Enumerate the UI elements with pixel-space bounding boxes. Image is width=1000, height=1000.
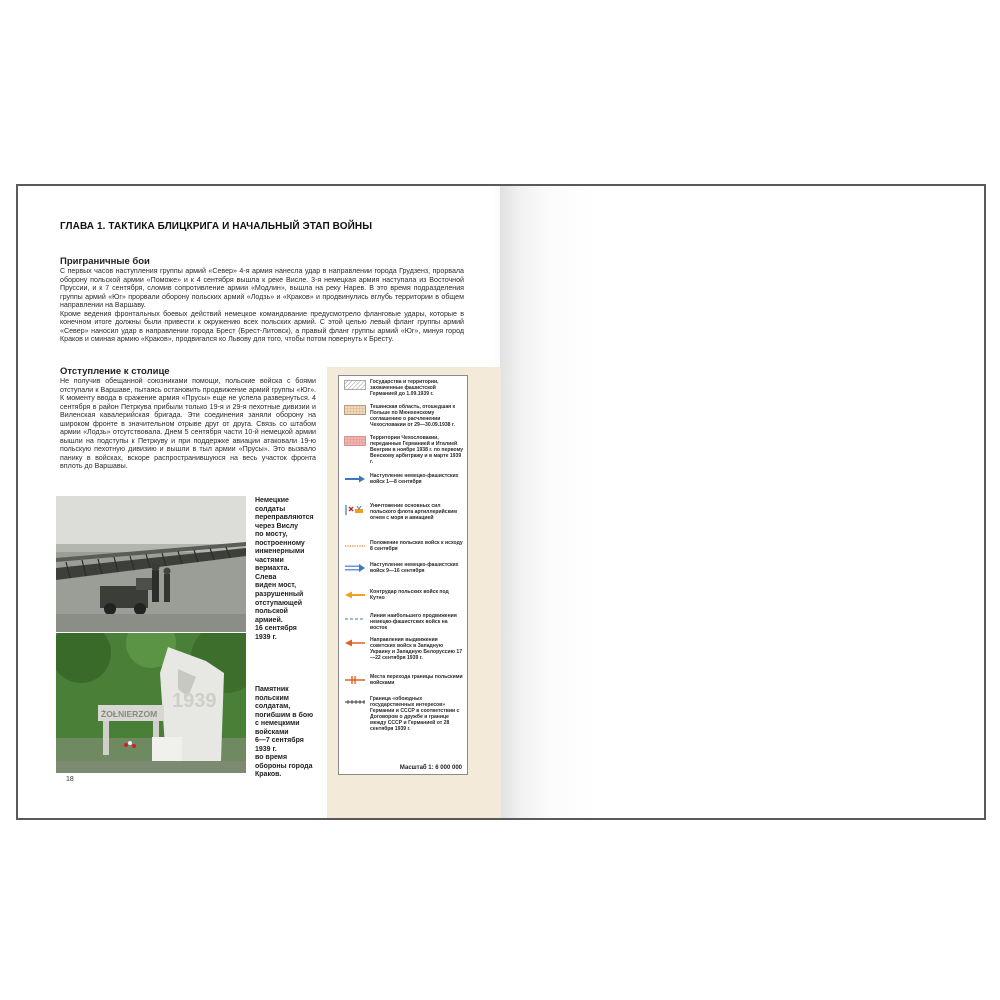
- legend-item-label: Граница «обоюдных государственных интересов» Германии и СССР в соответствии с Договором о дружбе и границе между СССР и Германией от 28 сентября 1939 г.: [370, 696, 460, 733]
- legend-item-label: Наступление немецко-фашистских войск 9—16 сентября: [370, 562, 459, 575]
- legend-item-label: Направления выдвижения советских войск в Западную Украину и Западную Белоруссию 17—22 сентября 1939 г.: [370, 637, 463, 662]
- legend-item-label: Линия наибольшего продвижения немецко-фашистских войск на восток: [370, 613, 457, 632]
- legend-item-label: Государства и территории, захваченные фашистской Германией до 1.09.1939 г.: [370, 379, 439, 398]
- map-legend: [338, 375, 468, 775]
- bridge-photo-illustration: [56, 496, 246, 632]
- grid-territory-icon: [344, 405, 366, 415]
- monument-photo: [56, 633, 246, 773]
- monument-year-text: 1939: [172, 690, 217, 712]
- destruction-icon: [344, 504, 366, 516]
- boundary-line-icon: [344, 697, 366, 707]
- legend-item-label: Контрудар польских войск под Кутно: [370, 589, 449, 602]
- monument-photo-illustration: [56, 633, 246, 773]
- legend-item-label: Территории Чехословакии, переданные Германией и Италией Венгрии в ноябре 1938 г. по первому Венскому арбитражу и в марте 1939 г.: [370, 435, 464, 466]
- section-body-retreat: [60, 377, 316, 471]
- legend-item-label: Уничтожение основных сил польского флота артиллерийским огнем с моря и авиацией: [370, 503, 458, 522]
- border-crossing-icon: [344, 675, 366, 685]
- red-arrow-icon: [344, 638, 366, 648]
- monument-sign-text: ŻOŁNIERZOM: [101, 709, 158, 719]
- legend-item-label: Наступление немецко-фашистских войск 1—8 сентября: [370, 473, 459, 486]
- legend-item-label: Тешинская область, отошедшая к Польше по Мюнхенскому соглашению о расчленении Чехословакии от 29—30.09.1938 г.: [370, 404, 456, 429]
- chapter-title: ГЛАВА 1. ТАКТИКА БЛИЦКРИГА И НАЧАЛЬНЫЙ ЭТАП ВОЙНЫ: [60, 221, 373, 232]
- pink-territory-icon: [344, 436, 366, 446]
- paragraph: С первых часов наступления группы армий «Север» 4-я армия нанесла удар в направлении города Грудзенз, прорвала оборону польской армии «Поможе» и к 4 сентября вышла к реке Висле. 3-я немецкая армия наступала из Восточной Пруссии, и к 7 сентября, сломив сопротивление армии «Модлин», вышла на реку Нарев. В это время подразделения группы армий «Юг» прорвали оборону польских армий «Лодзь» и «Краков» и продвинулись вглубь территории в общем направлении на Варшаву.: [60, 267, 464, 310]
- yellow-arrow-icon: [344, 590, 366, 600]
- paragraph: Кроме ведения фронтальных боевых действий немецкое командование предусмотрело фланговые удары, которые в конечном итоге должны были привести к окружению всех польских армий. С этой целью левый фланг группы армий «Север» наносил удар в направлении города Брест (Брест-Литовск), а правый фланг группы армий «Юг», минуя город Краков и сминая армию «Краков», продвигался ко Львову для того, чтобы потом повернуть к Бресту.: [60, 309, 464, 344]
- section-title-border-battles: Приграничные бои: [60, 256, 150, 267]
- legend-item-label: Положение польских войск к исходу 8 сентября: [370, 540, 463, 553]
- blue-double-arrow-icon: [344, 563, 366, 573]
- bridge-photo-caption: Немецкие солдаты переправляются через Вислу по мосту, построенному инженерными частями вермахта. Слева виден мост, разрушенный отступающей польской армией. 16 сентября 1939 г.: [255, 497, 314, 641]
- blue-arrow-icon: [344, 474, 366, 484]
- right-page-blank: [500, 186, 984, 818]
- section-body-border-battles: [60, 267, 464, 344]
- legend-item-label: Места перехода границы польскими войсками: [370, 674, 463, 687]
- orange-dotted-line-icon: [344, 541, 366, 551]
- book-spread: [16, 184, 986, 820]
- blue-dashed-line-icon: [344, 614, 366, 624]
- section-title-retreat: Отступление к столице: [60, 366, 170, 377]
- page-number: 18: [66, 776, 74, 783]
- paragraph: Не получив обещанной союзниками помощи, польские войска с боями отступали к Варшаве, пытаясь остановить продвижение армий группы «Юг». К моменту ввода в сражение армия «Прусы» еще не успела развернуться. 4 сентября в район Петркува прибыли только 19-я и 29-я пехотные дивизии и Виленская кавалерийская бригада. Эти соединения заняли оборону на широком фронте в значительном отрыве друг от друга. Связь со штабом армии «Лодзь» отсутствовала. Днем 5 сентября части 10-й немецкой армии вышли на подступы к Петркуву и при поддержке авиации атаковали 19-ю польскую пехотную дивизию и вышли в тыл армии «Прусы». Это вызвало панику в войсках, вскоре распространившуюся на весь участок фронта вплоть до Варшавы.: [60, 377, 316, 471]
- map-scale: Масштаб 1: 6 000 000: [399, 765, 462, 771]
- hatched-territory-icon: [344, 380, 366, 390]
- bridge-crossing-photo: [56, 496, 246, 632]
- monument-photo-caption: Памятник польским солдатам, погибшим в бою с немецкими войсками 6—7 сентября 1939 г. во время обороны города Краков.: [255, 686, 314, 779]
